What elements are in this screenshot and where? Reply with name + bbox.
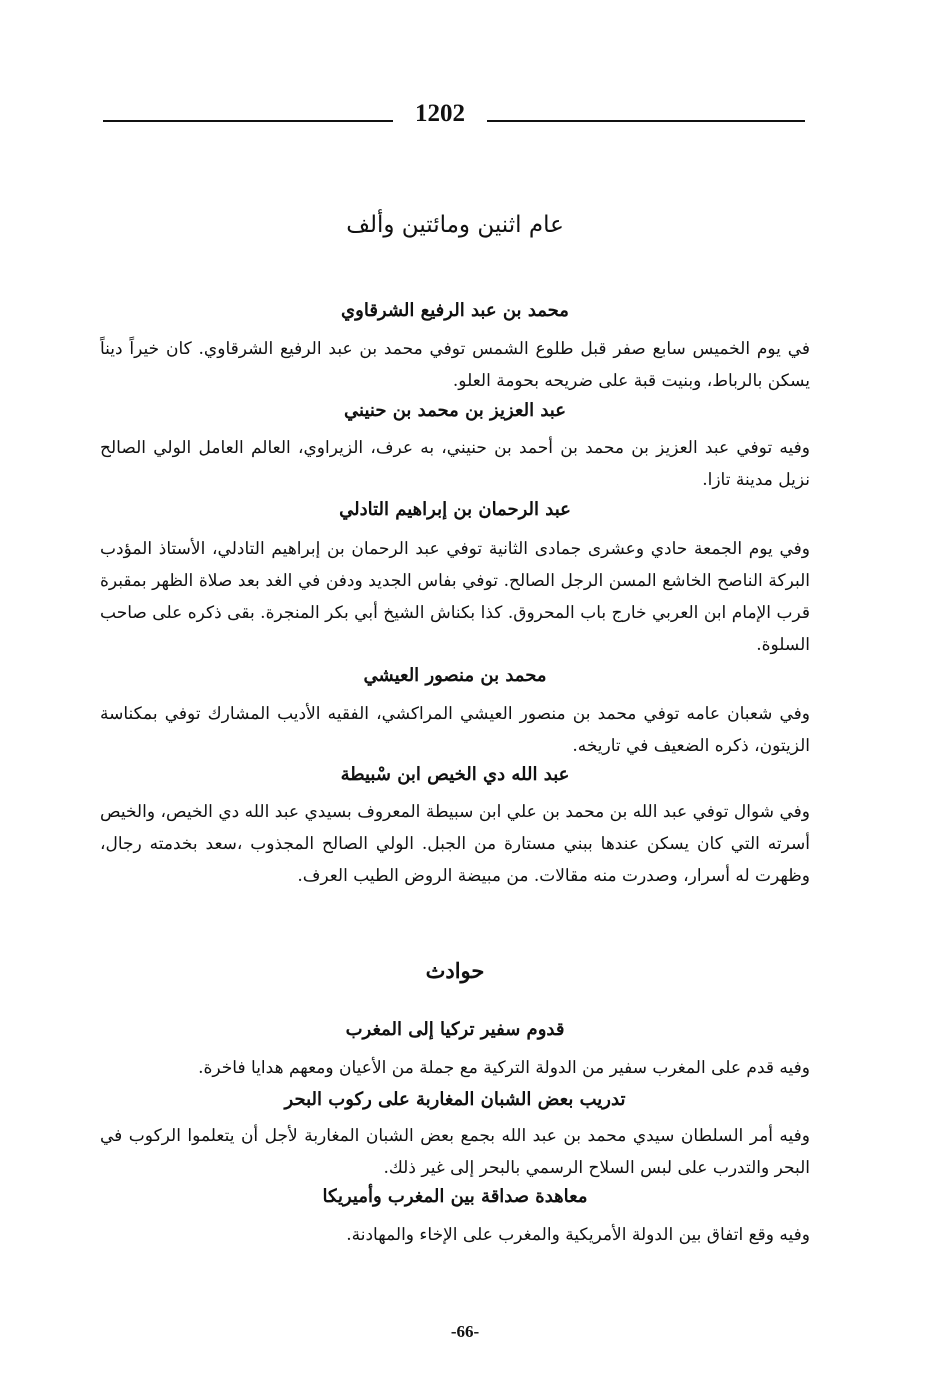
entry-heading: عبد الله دي الخيص ابن سْبيطة (340, 764, 570, 785)
page-number: -66- (450, 1322, 480, 1341)
entry-text: وفي شعبان عامه توفي محمد بن منصور العيشي المراكشي، الفقيه الأديب المشارك توفي بمكناسة الزيتون، ذكره الضعيف في تاريخه. (100, 704, 810, 756)
entry-heading: عبد الرحمان بن إبراهيم التادلي (339, 499, 571, 520)
header-rule-right (487, 120, 805, 122)
entry-heading: عبد العزيز بن محمد بن حنيني (344, 400, 566, 421)
event-heading: معاهدة صداقة بين المغرب وأميريكا (322, 1186, 588, 1207)
event-text: وفيه وقع اتفاق بين الدولة الأمريكية والمغرب على الإخاء والمهادنة. (346, 1225, 810, 1245)
entry-heading: محمد بن منصور العيشي (363, 665, 547, 686)
header-rule-left (103, 120, 393, 122)
entry-text: في يوم الخميس سابع صفر قبل طلوع الشمس توفي محمد بن عبد الرفيع الشرقاوي. كان خيراً ديناً يسكن بالرباط، وبنيت قبة على ضريحه بحومة العلو. (100, 339, 810, 391)
event-text: وفيه أمر السلطان سيدي محمد بن عبد الله بجمع بعض الشبان المغاربة لأجل أن يتعلموا الركوب في البحر والتدرب على لبس السلاح الرسمي بالبحر إلى غير ذلك. (100, 1126, 810, 1178)
entry-heading: محمد بن عبد الرفيع الشرقاوي (341, 300, 569, 321)
events-section-title: حوادث (425, 958, 485, 983)
event-text: وفيه قدم على المغرب سفير من الدولة التركية مع جملة من الأعيان ومعهم هدايا فاخرة. (198, 1058, 810, 1078)
entry-text: وفيه توفي عبد العزيز بن محمد بن أحمد بن حنيني، به عرف، الزيراوي، العالم العامل الولي الصالح نزيل مدينة تازا. (100, 438, 810, 490)
entry-text: وفي شوال توفي عبد الله بن محمد بن علي ابن سبيطة المعروف بسيدي عبد الله دي الخيص، والخيص أسرته التي كان يسكن عندها ببني مستارة من الجبل. الولي الصالح المجذوب ،سعد بخدمته رجال، وظهرت له أسرار، وصدرت منه مقالات. من مبيضة الروض الطيب العرف. (100, 802, 810, 886)
entry-text: وفي يوم الجمعة حادي وعشرى جمادى الثانية توفي عبد الرحمان بن إبراهيم التادلي، الأستاذ المؤدب البركة الناصح الخاشع المسن الرجل الصالح. توفي بفاس الجديد ودفن في الغد بعد صلاة الظهر بمقبرة قرب الإمام ابن العربي خارج باب المحروق. كذا بكناش الشيخ أبي بكر المنجرة. بقى ذكره على صاحب السلوة. (100, 539, 810, 655)
event-heading: تدريب بعض الشبان المغاربة على ركوب البحر (284, 1089, 626, 1110)
year-number: 1202 (415, 100, 465, 127)
page-title: عام اثنين ومائتين وألف (346, 212, 564, 238)
event-heading: قدوم سفير تركيا إلى المغرب (345, 1019, 565, 1040)
